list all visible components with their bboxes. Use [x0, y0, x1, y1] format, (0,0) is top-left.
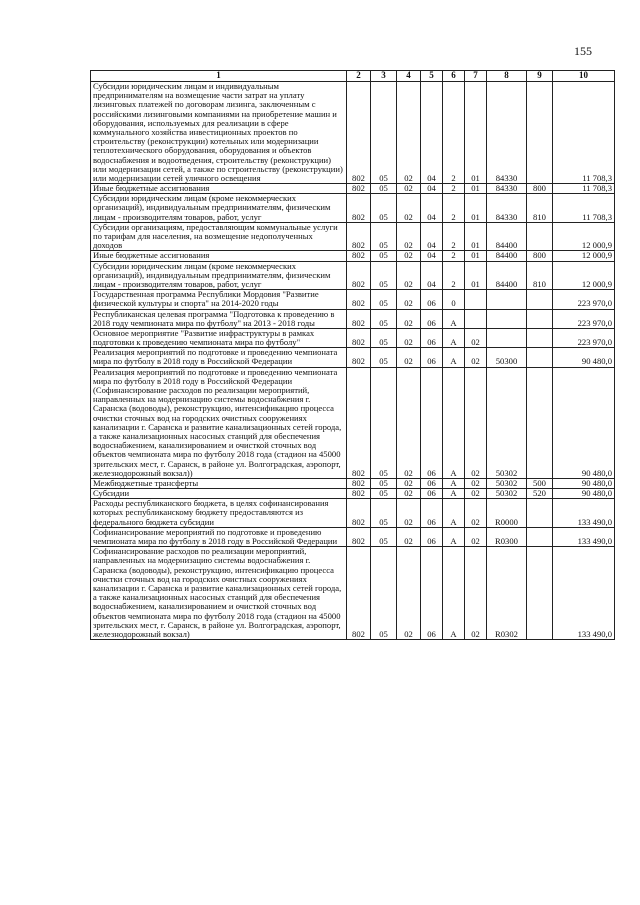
row-name-cell: Реализация мероприятий по подготовке и проведению чемпионата мира по футболу в 2018 году в Российской Федерации (Софинансирование расходов по реализации мероприятий, направленных на модернизацию системы водоснабжения г. Саранска (водоводы), реконструкцию, интенсификацию процесса очистки сточных вод на городских очистных сооружениях канализации г. Саранска и развитие канализационных сетей города, а также канализационных насосных станций для обеспечения водоснабжением, канализированием и очисткой сточных вод объектов чемпионата мира по футболу 2018 года (стадион на 45000 зрительских мест, г. Саранск, в районе ул. Волгоградская, аэропорт, железнодорожный вокзал)) [91, 367, 347, 478]
direction-cell: 84400 [487, 261, 527, 290]
subprogram-cell: А [443, 547, 465, 640]
column-header-5: 5 [421, 71, 443, 82]
subprogram-cell: 2 [443, 261, 465, 290]
column-header-4: 4 [397, 71, 421, 82]
row-name-cell: Субсидии юридическим лицам (кроме некоммерческих организаций), индивидуальным предпринимателям, физическим лицам - производителям товаров, работ, услуг [91, 194, 347, 223]
program-cell: 06 [421, 367, 443, 478]
event-cell [465, 309, 487, 328]
direction-cell: 50300 [487, 348, 527, 367]
expense-type-cell: 520 [527, 489, 553, 499]
event-cell: 01 [465, 82, 487, 184]
program-cell: 06 [421, 309, 443, 328]
expense-type-cell: 500 [527, 478, 553, 488]
direction-cell: 84330 [487, 82, 527, 184]
subprogram-cell: 2 [443, 184, 465, 194]
subprogram-cell: А [443, 309, 465, 328]
row-name-cell: Государственная программа Республики Мордовия "Развитие физической культуры и спорта" на 2014-2020 годы [91, 290, 347, 309]
section-cell: 05 [371, 194, 397, 223]
amount-cell: 11 708,3 [553, 82, 615, 184]
column-header-1: 1 [91, 71, 347, 82]
subsection-cell: 02 [397, 478, 421, 488]
direction-cell: 50302 [487, 489, 527, 499]
row-name-cell: Субсидии юридическим лицам (кроме некоммерческих организаций), индивидуальным предпринимателям, физическим лицам - производителям товаров, работ, услуг [91, 261, 347, 290]
ministry-code-cell: 802 [347, 309, 371, 328]
column-header-9: 9 [527, 71, 553, 82]
expense-type-cell [527, 328, 553, 347]
direction-cell: 84330 [487, 194, 527, 223]
table-row [91, 367, 615, 478]
direction-cell: 84400 [487, 222, 527, 251]
table-body [91, 82, 615, 640]
table-row [91, 328, 615, 347]
section-cell: 05 [371, 261, 397, 290]
ministry-code-cell: 802 [347, 499, 371, 528]
expense-type-cell: 810 [527, 194, 553, 223]
subsection-cell: 02 [397, 251, 421, 261]
subsection-cell: 02 [397, 194, 421, 223]
event-cell: 01 [465, 222, 487, 251]
expense-type-cell [527, 222, 553, 251]
section-cell: 05 [371, 328, 397, 347]
section-cell: 05 [371, 489, 397, 499]
event-cell: 02 [465, 478, 487, 488]
amount-cell: 223 970,0 [553, 309, 615, 328]
expense-type-cell [527, 499, 553, 528]
table-row [91, 309, 615, 328]
program-cell: 04 [421, 184, 443, 194]
expense-type-cell: 800 [527, 251, 553, 261]
event-cell: 02 [465, 499, 487, 528]
program-cell: 06 [421, 328, 443, 347]
ministry-code-cell: 802 [347, 222, 371, 251]
program-cell: 06 [421, 547, 443, 640]
amount-cell: 90 480,0 [553, 489, 615, 499]
row-name-cell: Основное мероприятие "Развитие инфраструктуры в рамках подготовки к проведению чемпионата мира по футболу" [91, 328, 347, 347]
row-name-cell: Субсидии [91, 489, 347, 499]
ministry-code-cell: 802 [347, 547, 371, 640]
event-cell: 01 [465, 261, 487, 290]
section-cell: 05 [371, 82, 397, 184]
event-cell: 02 [465, 547, 487, 640]
amount-cell: 11 708,3 [553, 184, 615, 194]
ministry-code-cell: 802 [347, 82, 371, 184]
amount-cell: 12 000,9 [553, 261, 615, 290]
direction-cell [487, 328, 527, 347]
direction-cell: 84400 [487, 251, 527, 261]
ministry-code-cell: 802 [347, 348, 371, 367]
row-name-cell: Республиканская целевая программа "Подготовка к проведению в 2018 году чемпионата мира по футболу" на 2013 - 2018 годы [91, 309, 347, 328]
row-name-cell: Иные бюджетные ассигнования [91, 251, 347, 261]
subprogram-cell: 2 [443, 194, 465, 223]
amount-cell: 12 000,9 [553, 251, 615, 261]
table-row [91, 489, 615, 499]
subprogram-cell: А [443, 367, 465, 478]
column-header-7: 7 [465, 71, 487, 82]
event-cell: 01 [465, 251, 487, 261]
subprogram-cell: 2 [443, 82, 465, 184]
amount-cell: 90 480,0 [553, 348, 615, 367]
table-row [91, 290, 615, 309]
subsection-cell: 02 [397, 184, 421, 194]
section-cell: 05 [371, 222, 397, 251]
subprogram-cell: 2 [443, 251, 465, 261]
direction-cell: R0000 [487, 499, 527, 528]
subprogram-cell: А [443, 348, 465, 367]
column-header-6: 6 [443, 71, 465, 82]
ministry-code-cell: 802 [347, 194, 371, 223]
amount-cell: 223 970,0 [553, 328, 615, 347]
direction-cell [487, 290, 527, 309]
subprogram-cell: А [443, 527, 465, 546]
program-cell: 06 [421, 527, 443, 546]
table-row [91, 348, 615, 367]
direction-cell: 84330 [487, 184, 527, 194]
ministry-code-cell: 802 [347, 251, 371, 261]
program-cell: 04 [421, 261, 443, 290]
program-cell: 04 [421, 82, 443, 184]
section-cell: 05 [371, 251, 397, 261]
section-cell: 05 [371, 309, 397, 328]
expense-type-cell [527, 82, 553, 184]
section-cell: 05 [371, 527, 397, 546]
subprogram-cell: 0 [443, 290, 465, 309]
event-cell [465, 290, 487, 309]
table-header [91, 71, 615, 82]
amount-cell: 133 490,0 [553, 527, 615, 546]
section-cell: 05 [371, 184, 397, 194]
ministry-code-cell: 802 [347, 261, 371, 290]
column-header-2: 2 [347, 71, 371, 82]
program-cell: 06 [421, 348, 443, 367]
section-cell: 05 [371, 478, 397, 488]
ministry-code-cell: 802 [347, 527, 371, 546]
table-row [91, 184, 615, 194]
table-row [91, 261, 615, 290]
expense-type-cell [527, 547, 553, 640]
column-header-10: 10 [553, 71, 615, 82]
subsection-cell: 02 [397, 367, 421, 478]
subsection-cell: 02 [397, 348, 421, 367]
row-name-cell: Субсидии юридическим лицам и индивидуальным предпринимателям на возмещение части затрат на уплату лизинговых платежей по договорам лизинга, заключенным с российскими лизинговыми компаниями на приобретение машин и оборудования, используемых для реализации в сфере коммунального хозяйства инвестиционных проектов по строительству (реконструкции) котельных или модернизации теплотехнического оборудования, оборудования и объектов водоснабжения и водоотведения, строительству (реконструкции) или модернизации сетей, а также по строительству (реконструкции) или модернизации сетей уличного освещения [91, 82, 347, 184]
section-cell: 05 [371, 499, 397, 528]
expense-type-cell [527, 348, 553, 367]
ministry-code-cell: 802 [347, 478, 371, 488]
program-cell: 04 [421, 251, 443, 261]
expense-type-cell [527, 527, 553, 546]
table-row [91, 194, 615, 223]
direction-cell: 50302 [487, 478, 527, 488]
table-row [91, 547, 615, 640]
row-name-cell: Субсидии организациям, предоставляющим коммунальные услуги по тарифам для населения, на возмещение недополученных доходов [91, 222, 347, 251]
section-cell: 05 [371, 290, 397, 309]
expense-type-cell [527, 367, 553, 478]
row-name-cell: Реализация мероприятий по подготовке и проведению чемпионата мира по футболу в 2018 году в Российской Федерации [91, 348, 347, 367]
amount-cell: 133 490,0 [553, 499, 615, 528]
column-header-3: 3 [371, 71, 397, 82]
amount-cell: 133 490,0 [553, 547, 615, 640]
row-name-cell: Софинансирование мероприятий по подготовке и проведению чемпионата мира по футболу в 2018 году в Российской Федерации [91, 527, 347, 546]
expense-type-cell: 800 [527, 184, 553, 194]
direction-cell: 50302 [487, 367, 527, 478]
table-row [91, 251, 615, 261]
column-header-8: 8 [487, 71, 527, 82]
amount-cell: 223 970,0 [553, 290, 615, 309]
event-cell: 02 [465, 348, 487, 367]
subsection-cell: 02 [397, 309, 421, 328]
subsection-cell: 02 [397, 527, 421, 546]
program-cell: 04 [421, 194, 443, 223]
subsection-cell: 02 [397, 82, 421, 184]
table-row [91, 222, 615, 251]
amount-cell: 11 708,3 [553, 194, 615, 223]
ministry-code-cell: 802 [347, 489, 371, 499]
expense-type-cell [527, 290, 553, 309]
ministry-code-cell: 802 [347, 290, 371, 309]
direction-cell: R0302 [487, 547, 527, 640]
row-name-cell: Иные бюджетные ассигнования [91, 184, 347, 194]
program-cell: 06 [421, 478, 443, 488]
program-cell: 06 [421, 499, 443, 528]
section-cell: 05 [371, 367, 397, 478]
program-cell: 06 [421, 290, 443, 309]
table-row [91, 478, 615, 488]
subprogram-cell: А [443, 499, 465, 528]
event-cell: 02 [465, 489, 487, 499]
section-cell: 05 [371, 348, 397, 367]
subsection-cell: 02 [397, 489, 421, 499]
direction-cell [487, 309, 527, 328]
event-cell: 01 [465, 184, 487, 194]
budget-table [90, 70, 615, 640]
event-cell: 02 [465, 328, 487, 347]
section-cell: 05 [371, 547, 397, 640]
program-cell: 04 [421, 222, 443, 251]
subprogram-cell: А [443, 328, 465, 347]
row-name-cell: Софинансирование расходов по реализации мероприятий, направленных на модернизацию системы водоснабжения г. Саранска (водоводы), реконструкцию, интенсификацию процесса очистки сточных вод на городских очистных сооружениях канализации г. Саранска и развитие канализационных сетей города, а также канализационных насосных станций для обеспечения водоснабжением, канализированием и очисткой сточных вод объектов чемпионата мира по футболу 2018 года (стадион на 45000 зрительских мест, г. Саранск, в районе ул. Волгоградская, аэропорт, железнодорожный вокзал) [91, 547, 347, 640]
ministry-code-cell: 802 [347, 367, 371, 478]
row-name-cell: Межбюджетные трансферты [91, 478, 347, 488]
ministry-code-cell: 802 [347, 328, 371, 347]
event-cell: 02 [465, 527, 487, 546]
table-row [91, 527, 615, 546]
amount-cell: 90 480,0 [553, 367, 615, 478]
subsection-cell: 02 [397, 222, 421, 251]
subprogram-cell: А [443, 478, 465, 488]
ministry-code-cell: 802 [347, 184, 371, 194]
event-cell: 01 [465, 194, 487, 223]
event-cell: 02 [465, 367, 487, 478]
expense-type-cell: 810 [527, 261, 553, 290]
column-numbers-row [91, 71, 615, 82]
subsection-cell: 02 [397, 328, 421, 347]
subsection-cell: 02 [397, 261, 421, 290]
row-name-cell: Расходы республиканского бюджета, в целях софинансирования которых республиканскому бюджету предоставляются из федерального бюджета субсидии [91, 499, 347, 528]
amount-cell: 12 000,9 [553, 222, 615, 251]
subsection-cell: 02 [397, 290, 421, 309]
table-row [91, 82, 615, 184]
amount-cell: 90 480,0 [553, 478, 615, 488]
subprogram-cell: 2 [443, 222, 465, 251]
table-row [91, 499, 615, 528]
subsection-cell: 02 [397, 499, 421, 528]
page-number: 155 [574, 44, 592, 58]
expense-type-cell [527, 309, 553, 328]
direction-cell: R0300 [487, 527, 527, 546]
subprogram-cell: А [443, 489, 465, 499]
program-cell: 06 [421, 489, 443, 499]
subsection-cell: 02 [397, 547, 421, 640]
